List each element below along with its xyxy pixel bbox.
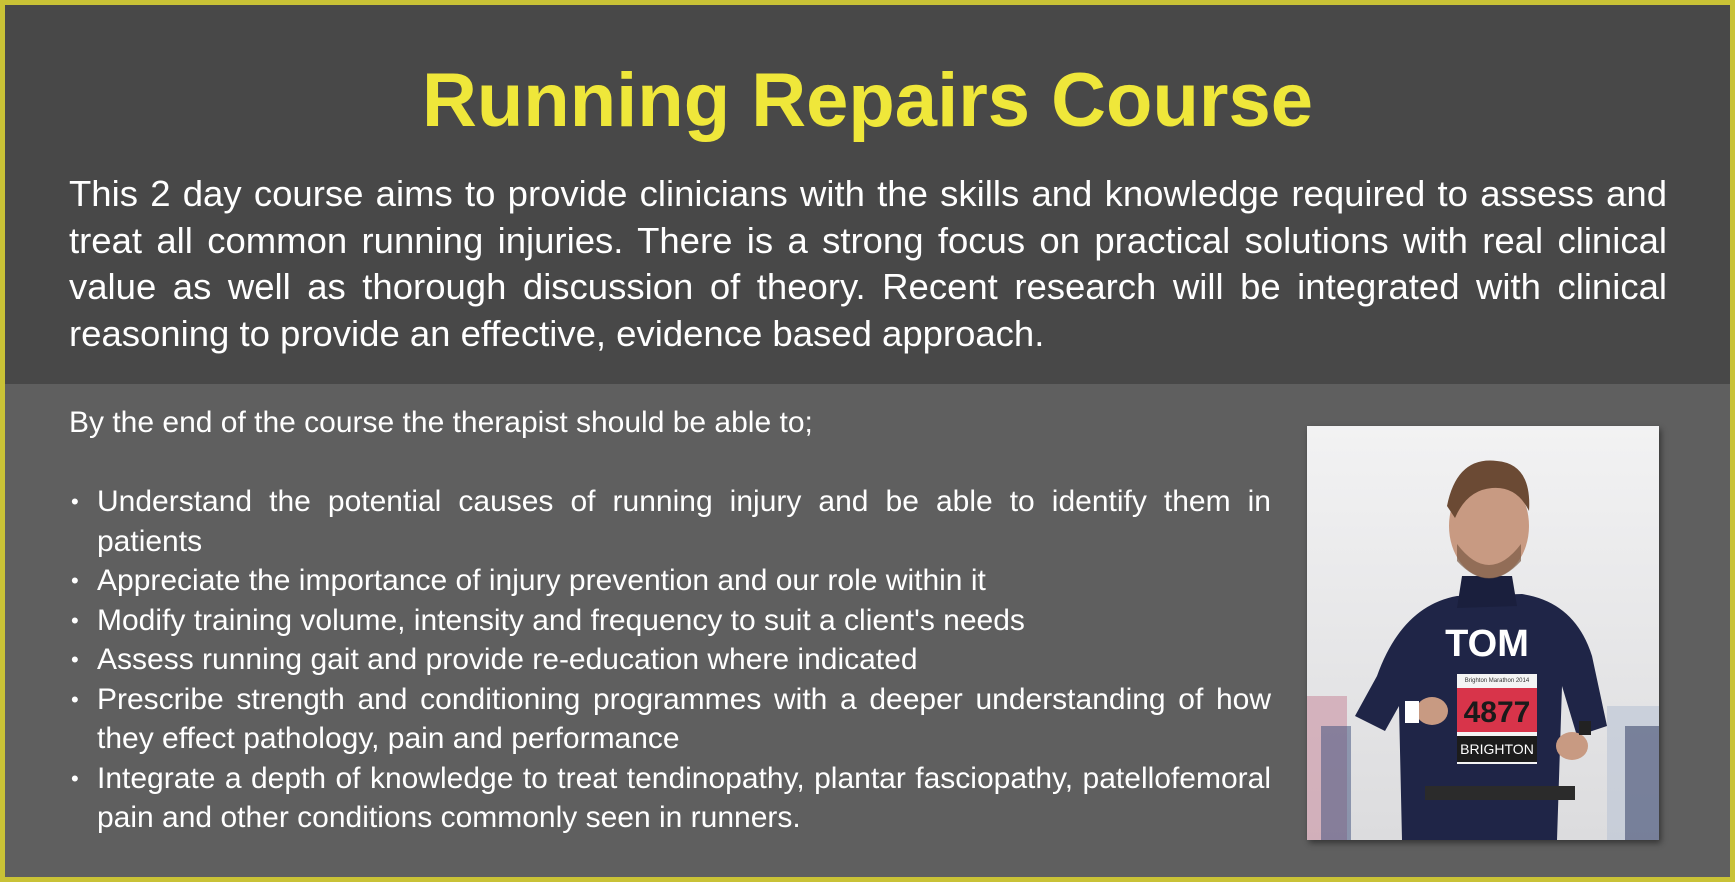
list-item	[69, 680, 1271, 759]
bullet-icon: •	[71, 568, 79, 593]
objectives-lead: By the end of the course the therapist should be able to;	[69, 406, 813, 439]
runner-photo	[1307, 426, 1659, 840]
runner-illustration	[1307, 426, 1659, 840]
bib-city-text: BRIGHTON	[1460, 741, 1534, 757]
bullet-icon: •	[71, 765, 79, 791]
objective-text: Assess running gait and provide re-education where indicated	[97, 643, 918, 676]
bib-number-text: 4877	[1463, 696, 1531, 729]
objective-text: Prescribe strength and conditioning programmes with a deeper understanding of how they effect pathology, pain and performance	[97, 682, 1271, 755]
objective-text: Appreciate the importance of injury prevention and our role within it	[97, 564, 986, 597]
list-item	[69, 482, 1271, 561]
objective-text: Understand the potential causes of running injury and be able to identify them in patients	[97, 485, 1271, 558]
list-item	[69, 759, 1271, 838]
bullet-icon: •	[71, 647, 79, 672]
list-item	[69, 640, 1271, 680]
shirt-name-text: TOM	[1445, 623, 1529, 665]
bullet-icon: •	[71, 607, 79, 633]
objectives-panel	[5, 384, 1730, 877]
course-title: Running Repairs Course	[422, 58, 1313, 143]
list-item	[69, 601, 1271, 641]
header-panel	[5, 5, 1730, 384]
list-item	[69, 561, 1271, 601]
bullet-icon: •	[71, 686, 79, 712]
bullet-icon: •	[71, 489, 79, 514]
objective-text: Integrate a depth of knowledge to treat tendinopathy, plantar fasciopathy, patellofemoral pain and other conditions commonly seen in runners.	[97, 761, 1271, 834]
objectives-list	[69, 482, 1271, 838]
objective-text: Modify training volume, intensity and frequency to suit a client's needs	[97, 603, 1025, 637]
course-description: This 2 day course aims to provide clinicians with the skills and knowledge required to assess and treat all common running injuries. There is a strong focus on practical solutions with real clinical value as well as thorough discussion of theory. Recent research will be integrated with clinical reasoning to provide an effective, evidence based approach.	[69, 173, 1667, 354]
bib-header-text: Brighton Marathon 2014	[1464, 678, 1530, 684]
